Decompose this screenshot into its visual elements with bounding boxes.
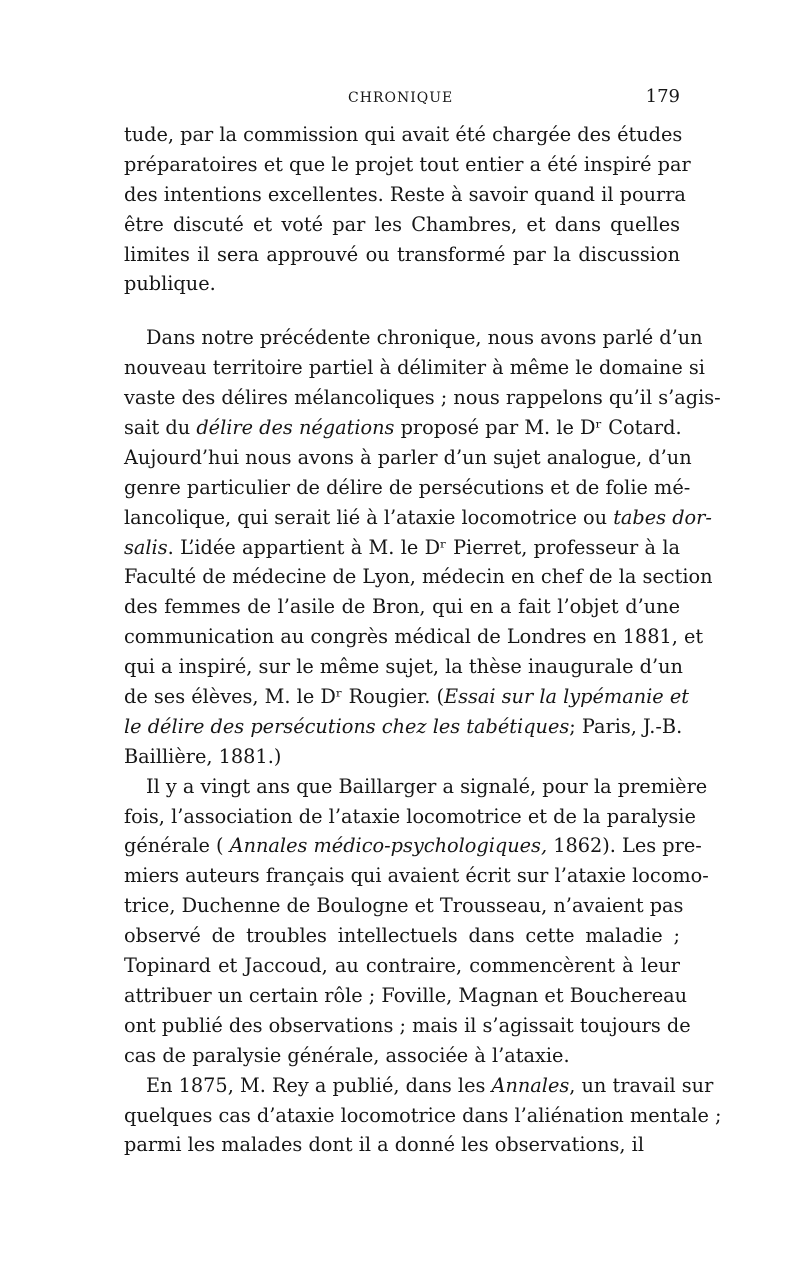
text-segment: parmi les malades dont il a donné les observations, il <box>124 1133 645 1157</box>
text-segment: attribuer un certain rôle ; Foville, Magnan et Bouchereau <box>124 983 688 1007</box>
text-segment: Il y a vingt ans que Baillarger a signalé, pour la première <box>146 774 708 798</box>
text-segment: ; Paris, J.-B. <box>569 714 683 738</box>
running-title: CHRONIQUE <box>348 90 454 106</box>
italic-text: délire des négations <box>196 416 395 440</box>
text-segment: limites il sera approuvé ou transformé par la discussion <box>124 242 680 266</box>
text-segment: Aujourd’hui nous avons à parler d’un sujet analogue, d’un <box>124 445 692 469</box>
text-segment: Topinard et Jaccoud, au contraire, commencèrent à leur <box>124 954 680 978</box>
text-segment: proposé par M. le Dʳ Cotard. <box>394 416 682 440</box>
text-segment: sait du <box>124 416 197 440</box>
text-line <box>124 150 691 180</box>
text-segment: qui a inspiré, sur le même sujet, la thèse inaugurale d’un <box>124 655 683 679</box>
text-line <box>124 210 680 240</box>
text-line <box>124 772 708 802</box>
text-line <box>124 652 683 682</box>
text-segment: tude, par la commission qui avait été chargée des études <box>124 123 683 146</box>
text-line <box>124 921 680 951</box>
text-segment: , un travail sur <box>569 1073 714 1097</box>
text-line <box>124 503 712 533</box>
text-line <box>124 1101 722 1131</box>
text-segment: fois, l’association de l’ataxie locomotrice et de la paralysie <box>124 804 696 828</box>
text-segment: Faculté de médecine de Lyon, médecin en chef de la section <box>124 565 713 589</box>
text-line <box>124 269 680 299</box>
text-segment: vaste des délires mélancoliques ; nous rappelons qu’il s’agis- <box>124 386 721 410</box>
text-segment: observé de troubles intellectuels dans cette maladie ; <box>124 924 680 948</box>
text-line <box>124 981 688 1011</box>
page-header <box>124 86 680 114</box>
text-line <box>124 802 696 832</box>
text-line <box>124 742 680 772</box>
text-segment: lancolique, qui serait lié à l’ataxie locomotrice ou <box>124 505 614 529</box>
text-segment: . L’idée appartient à M. le Dʳ Pierret, professeur à la <box>167 535 680 559</box>
text-line <box>124 951 680 981</box>
text-segment: Dans notre précédente chronique, nous avons parlé d’un <box>146 326 703 350</box>
text-line <box>124 682 689 712</box>
paragraph-baillarger <box>124 772 709 1071</box>
text-segment: préparatoires et que le projet tout entier a été inspiré par <box>124 152 691 176</box>
text-line <box>124 120 683 150</box>
italic-text: tabes dor- <box>613 505 712 529</box>
text-segment: publique. <box>124 272 216 296</box>
text-segment: cas de paralysie générale, associée à l’ataxie. <box>124 1043 570 1067</box>
text-line <box>124 323 703 353</box>
text-line <box>124 831 702 861</box>
text-line <box>124 383 721 413</box>
text-line <box>124 1011 691 1041</box>
text-line <box>124 180 686 210</box>
text-segment: trice, Duchenne de Boulogne et Trousseau, n’avaient pas <box>124 894 684 918</box>
page-number: 179 <box>645 86 680 107</box>
italic-text: Annales médico-psychologiques, <box>229 834 548 858</box>
text-line <box>124 240 680 270</box>
text-line <box>124 353 705 383</box>
text-line <box>124 533 680 563</box>
text-line <box>124 443 692 473</box>
italic-text: Annales <box>491 1073 570 1097</box>
text-line <box>124 861 709 891</box>
paragraph-delire-tabetique <box>124 323 721 771</box>
paragraph-gap <box>124 299 680 323</box>
paragraph-continuation <box>124 120 691 299</box>
italic-text: salis <box>124 535 168 559</box>
text-segment: des femmes de l’asile de Bron, qui en a fait l’objet d’une <box>124 595 680 619</box>
text-segment: de ses élèves, M. le Dʳ Rougier. ( <box>124 685 444 709</box>
italic-text: Essai sur la lypémanie et <box>444 685 689 709</box>
text-segment: genre particulier de délire de persécutions et de folie mé- <box>124 475 691 499</box>
text-line <box>124 1041 680 1071</box>
text-line <box>124 473 691 503</box>
text-line <box>124 1130 680 1160</box>
book-page <box>124 86 722 1160</box>
text-line <box>124 592 680 622</box>
text-line <box>124 622 704 652</box>
italic-text: le délire des persécutions chez les tabétiques <box>124 714 570 738</box>
text-segment: être discuté et voté par les Chambres, et dans quelles <box>124 212 680 236</box>
text-line <box>124 712 683 742</box>
text-segment: communication au congrès médical de Londres en 1881, et <box>124 625 704 649</box>
paragraph-rey <box>124 1071 722 1161</box>
text-segment: En 1875, M. Rey a publié, dans les <box>146 1073 492 1097</box>
text-segment: nouveau territoire partiel à délimiter à même le domaine si <box>124 356 705 380</box>
text-segment: Baillière, 1881.) <box>124 744 282 768</box>
text-line <box>124 413 680 443</box>
text-segment: générale ( <box>124 834 230 858</box>
text-segment: des intentions excellentes. Reste à savoir quand il pourra <box>124 182 686 206</box>
text-line <box>124 1071 714 1101</box>
text-segment: ont publié des observations ; mais il s’agissait toujours de <box>124 1013 691 1037</box>
text-segment: miers auteurs français qui avaient écrit sur l’ataxie locomo- <box>124 864 709 888</box>
text-segment: 1862). Les pre- <box>547 834 702 858</box>
text-segment: quelques cas d’ataxie locomotrice dans l’aliénation mentale ; <box>124 1103 722 1127</box>
text-line <box>124 891 684 921</box>
text-line <box>124 562 713 592</box>
